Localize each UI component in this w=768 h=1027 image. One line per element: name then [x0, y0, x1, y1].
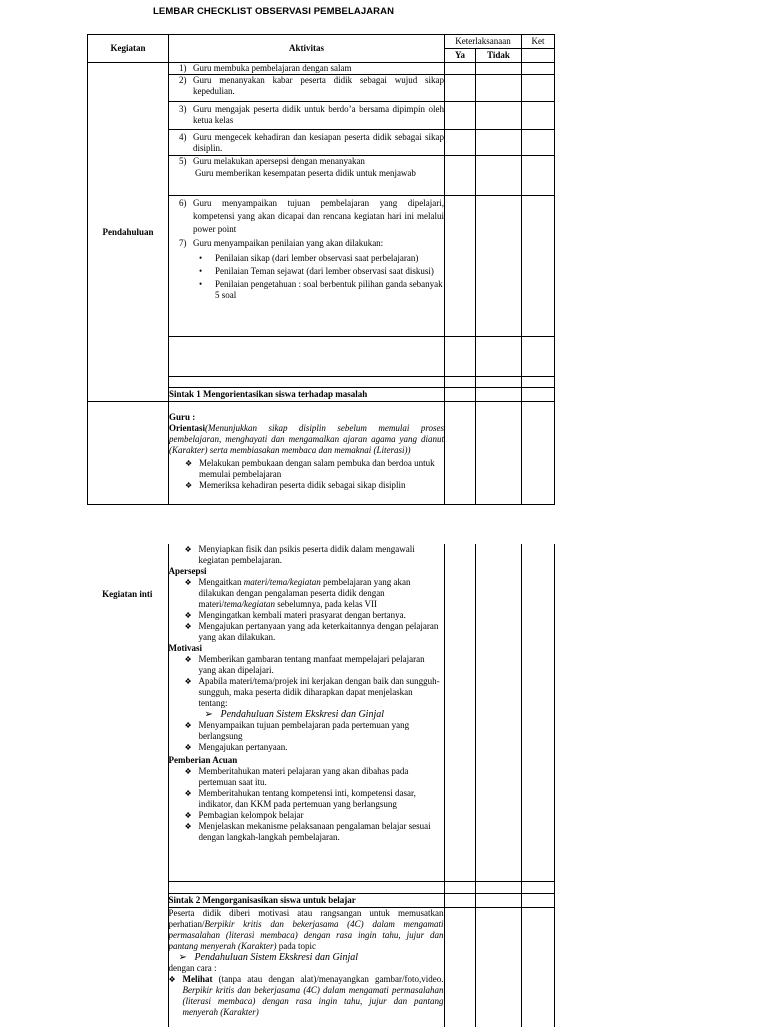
document-title: LEMBAR CHECKLIST OBSERVASI PEMBELAJARAN [153, 6, 395, 17]
sintak-2-title: Sintak 2 Mengorganisasikan siswa untuk belajar [168, 893, 444, 907]
kegiatan-empty [87, 893, 168, 907]
penilaian-list: • Penilaian sikap (dari lember observasi saat perbelajaran) • Penilaian Teman sejawat (dari lember observasi saat diskusi) • Penilaian pengetahuan : soal berbentuk pilihan ganda sebanyak 5 soal [199, 253, 443, 300]
kegiatan-inti-content: ❖ Menyiapkan fisik dan psikis peserta didik dalam mengawali kegiatan pembelajaran. Apersepsi ❖ Mengaitkan materi/tema/kegiatan pembelajaran yang akan dilakukan dengan pengalaman peserta didik dengan materi/tema/kegiatan sebelumnya, pada kelas VII ❖ Mengingatkan kembali materi prasyarat dengan bertanya. ❖ Mengajukan pertanyaan yang ada keterkaitannya dengan pelajaran yang akan dilakukan. Motivasi ❖ Memberikan gambaran tentang manfaat mempelajari pelajaran yang akan dipelajari. ❖ Apabila materi/tema/projek ini kerjakan dengan baik dan sungguh-sungguh, maka peserta didik diharapkan dapat menjelaskan tentang: ➢ Pendahuluan Sistem Ekskresi dan Ginjal ❖ Menyampaikan tujuan pembelajaran pada pertemuan yang berlangsung ❖ Mengajukan pertanyaan. Pemberian Acuan ❖ Memberitahukan materi pelajaran yang akan dibahas pada pertemuan saat itu. ❖ Memberitahukan tentang kompetensi inti, kompetensi dasar, indikator, dan KKM pada pertemuan yang berlangsung ❖ Pembagian kelompok belajar ❖ Menjelaskan mekanisme pelaksanaan pengalaman belajar sesuai dengan langkah-langkah pembelajaran. [168, 544, 444, 881]
empty-row [168, 881, 444, 893]
kegiatan-pendahuluan: Pendahuluan [88, 63, 169, 402]
kegiatan-empty [87, 881, 168, 893]
empty-row [169, 377, 445, 388]
header-tidak: Tidak [476, 49, 522, 63]
activity-item-tujuan-penilaian: 6) Guru menyampaikan tujuan pembelajaran yang dipelajari, kompetensi yang akan dicapai dan rencana kegiatan hari ini melalui power point 7) Guru menyampaikan penilaian yang akan dilakukan: • Penilaian sikap (dari lember observasi saat perbelajaran) • Penilaian Teman sejawat (dari lember observasi saat diskusi) • Penilaian pengetahuan : soal berbentuk pilihan ganda sebanyak 5 soal [169, 196, 445, 337]
activity-item: 2) Guru menanyakan kabar peserta didik sebagai wujud sikap kepedulian. [169, 75, 445, 102]
activity-item: 5) Guru melakukan apersepsi dengan menanyakan Guru memberikan kesempatan peserta didik untuk menjawab [169, 156, 445, 196]
activity-item: 4) Guru mengecek kehadiran dan kesiapan peserta didik sebagai sikap disiplin. [169, 130, 445, 156]
header-aktivitas: Aktivitas [169, 35, 445, 63]
header-ket: Ket [522, 35, 555, 49]
checklist-table-page-1 [87, 34, 555, 505]
kegiatan-inti: Kegiatan inti [87, 544, 168, 881]
header-keterlaksanaan: Keterlaksanaan [445, 35, 522, 49]
checklist-table-page-2 [87, 544, 555, 1027]
sintak-2-content: Peserta didik diberi motivasi atau rangsangan untuk memusatkan perhatian/Berpikir kritis dan bekerjasama (4C) dalam mengamati permasalahan (literasi membaca) dengan rasa ingin tahu, jujur dan pantang menyerah (Karakter) pada topic ➢ Pendahuluan Sistem Ekskresi dan Ginjal dengan cara : ❖ Melihat (tanpa atau dengan alat)/menayangkan gambar/foto,video. Berpikir kritis dan bekerjasama (4C) dalam mengamati permasalahan (literasi membaca) dengan rasa ingin tahu, jujur dan pantang menyerah (Karakter) [168, 907, 444, 1027]
header-kegiatan: Kegiatan [88, 35, 169, 63]
activity-item: 3) Guru mengajak peserta didik untuk berdo’a bersama dipimpin oleh ketua kelas [169, 102, 445, 130]
kegiatan-empty [88, 402, 169, 505]
activity-item: 1) Guru membuka pembelajaran dengan salam [169, 63, 445, 75]
header-ket-blank [522, 49, 555, 63]
empty-row [169, 337, 445, 377]
sintak-1-content: Guru : Orientasi(Menunjukkan sikap disiplin sebelum memulai proses pembelajaran, menghayati dan mengamalkan ajaran agama yang dianut (Karakter) serta membiasakan membaca dan memaknai (Literasi)) ❖ Melakukan pembukaan dengan salam pembuka dan berdoa untuk memulai pembelajaran ❖ Memeriksa kehadiran peserta didik sebagai sikap disiplin [169, 402, 445, 505]
sintak-1-title: Sintak 1 Mengorientasikan siswa terhadap masalah [169, 388, 445, 402]
kegiatan-empty [87, 907, 168, 1027]
header-ya: Ya [445, 49, 476, 63]
